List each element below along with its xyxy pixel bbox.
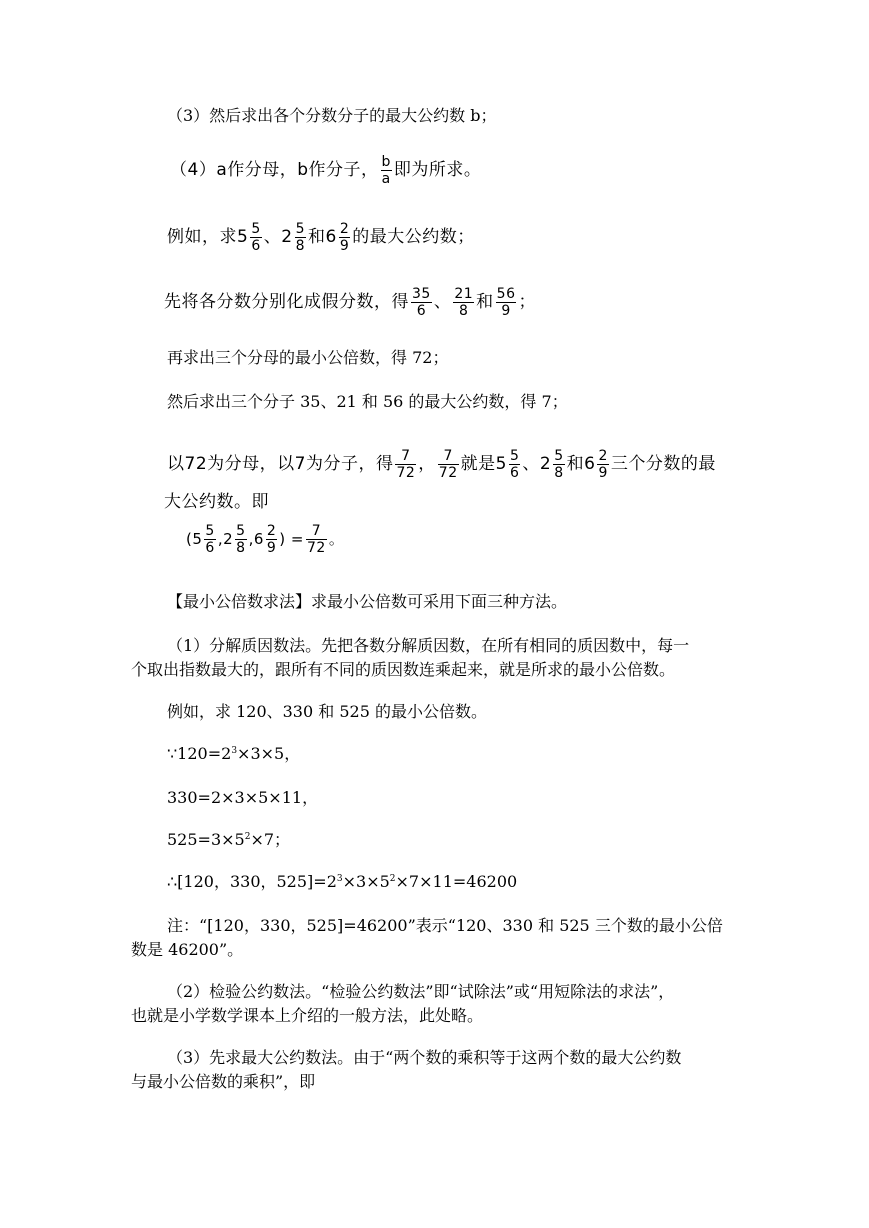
improper-fraction-3: $\frac{56}{9}$ bbox=[496, 285, 516, 319]
conclusion-line-2: 大公约数。即 bbox=[164, 492, 269, 512]
equation-330: 330=2×3×5×11， bbox=[167, 788, 319, 807]
lcm-heading: 【最小公倍数求法】求最小公倍数可采用下面三种方法。 bbox=[167, 592, 568, 611]
result-fraction-1: $\frac{7}{72}$ bbox=[396, 447, 416, 481]
step-4-text: （4）a作分母，b作分子， $\frac{b}{a}$ 即为所求。 bbox=[170, 153, 482, 187]
method-2-line-1: （2）检验公约数法。“检验公约数法”即“试除法”或“用短除法的求法”， bbox=[167, 982, 675, 1001]
method-3-line-1: （3）先求最大公约数法。由于“两个数的乘积等于这两个数的最大公约数 bbox=[167, 1048, 682, 1067]
improper-fraction-2: $\frac{21}{8}$ bbox=[454, 285, 474, 319]
mixed-fraction-b: $\frac{5}{8}$ bbox=[554, 447, 564, 481]
method-1-line-2: 个取出指数最大的，跟所有不同的质因数连乘起来，就是所求的最小公倍数。 bbox=[131, 660, 676, 679]
example-2-text: 例如，求 120、330 和 525 的最小公倍数。 bbox=[167, 702, 487, 721]
method-1-line-1: （1）分解质因数法。先把各数分解质因数，在所有相同的质因数中，每一 bbox=[167, 636, 690, 655]
mixed-fraction-a: $\frac{5}{6}$ bbox=[509, 447, 520, 481]
lcm-result-equation: ∴[120，330，$525]=2^3\times 3\times 5^2\times 7\times 11=46200$ bbox=[167, 872, 518, 891]
convert-text: 先将各分数分别化成假分数，得 $\frac{35}{6}$ 、 $\frac{21}{8}$ 和 $\frac{56}{9}$ ； bbox=[164, 285, 536, 319]
note-line-1: 注：“[120，330，525]=46200”表示“120、330 和 525 三个数的最小公倍 bbox=[167, 916, 723, 935]
mixed-fraction-1: $\frac{5}{6}$ bbox=[251, 220, 261, 254]
mixed-fraction-3: $\frac{2}{9}$ bbox=[339, 220, 350, 254]
gcd-numerators-text: 然后求出三个分子 35、21 和 56 的最大公约数，得 7； bbox=[167, 392, 568, 411]
equation-525: $525=3\times 5^2\times 7$； bbox=[167, 830, 291, 849]
method-3-line-2: 与最小公倍数的乘积”，即 bbox=[131, 1072, 316, 1091]
result-fraction-2: $\frac{7}{72}$ bbox=[438, 447, 458, 481]
method-2-line-2: 也就是小学数学课本上介绍的一般方法，此处略。 bbox=[131, 1006, 484, 1025]
conclusion-line-1: 以72为分母，以7为分子，得 $\frac{7}{72}$ ， $\frac{7}{72}$ 就是5 $\frac{5}{6}$ 、2 $\frac{5}{8}$ 和6 $\frac{2}{9}$ 三个分数的最 bbox=[167, 447, 716, 481]
note-line-2: 数是 46200”。 bbox=[131, 940, 244, 959]
formula-fraction-2: $\frac{5}{8}$ bbox=[236, 523, 246, 556]
formula-fraction-1: $\frac{5}{6}$ bbox=[205, 523, 215, 556]
gcd-formula: (5 $\frac{5}{6}$ ,2 $\frac{5}{8}$ ,6 $\frac{2}{9}$ ) = $\frac{7}{72}$ 。 bbox=[186, 523, 345, 556]
lcm-denominators-text: 再求出三个分母的最小公倍数，得 72； bbox=[167, 348, 449, 367]
mixed-fraction-c: $\frac{2}{9}$ bbox=[598, 447, 608, 481]
improper-fraction-1: $\frac{35}{6}$ bbox=[412, 285, 431, 319]
equation-120: $\because 120=2^3\times 3\times 5$， bbox=[167, 744, 301, 763]
step-3-text: （3）然后求出各个分数分子的最大公约数 b； bbox=[167, 106, 497, 125]
example-1-text: 例如，求5 $\frac{5}{6}$ 、2 $\frac{5}{8}$ 和6 $\frac{2}{9}$ 的最大公约数； bbox=[167, 220, 475, 254]
formula-result-fraction: $\frac{7}{72}$ bbox=[307, 523, 326, 556]
formula-fraction-3: $\frac{2}{9}$ bbox=[266, 523, 277, 556]
mixed-fraction-2: $\frac{5}{8}$ bbox=[295, 220, 305, 254]
fraction-b-over-a: $\frac{b}{a}$ bbox=[381, 153, 391, 187]
